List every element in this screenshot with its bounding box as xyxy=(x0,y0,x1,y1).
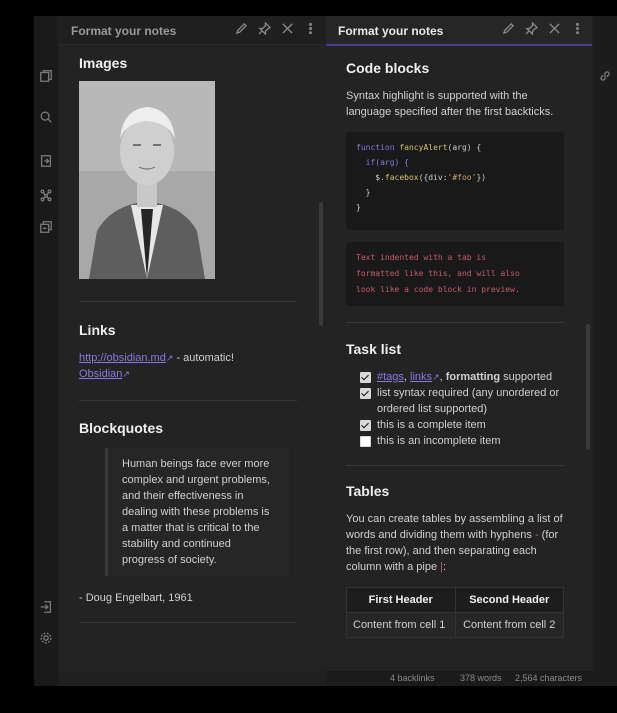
table-cell: Content from cell 1 xyxy=(347,613,456,638)
task-item xyxy=(360,369,564,385)
left-tab-header xyxy=(59,16,325,45)
task-item xyxy=(360,417,564,433)
external-link-icon: ↗ xyxy=(432,372,440,382)
word-count: 378 words xyxy=(460,673,502,683)
code-blocks-description: Syntax highlight is supported with the language specified after the first backticks. xyxy=(346,90,554,118)
description-text: : xyxy=(443,561,447,573)
task-text: list syntax required (any unordered or ordered list supported) xyxy=(377,387,560,415)
description-text: (for the first row), and then separating each column with a pipe xyxy=(346,529,559,573)
checkbox[interactable] xyxy=(360,436,371,447)
task-text: , xyxy=(439,371,446,383)
images-heading: Images xyxy=(79,55,128,71)
blockquote xyxy=(105,448,289,576)
left-tab-title[interactable]: Format your notes xyxy=(71,24,177,38)
task-list-heading: Task list xyxy=(346,341,401,357)
task-item xyxy=(360,385,564,417)
templates-icon[interactable] xyxy=(38,219,54,235)
more-options-icon[interactable] xyxy=(304,22,317,35)
table-cell: Content from cell 2 xyxy=(455,613,564,638)
code-text: ({div: xyxy=(418,173,448,182)
code-text: }) xyxy=(476,173,487,182)
right-note-content xyxy=(326,44,584,671)
edit-icon[interactable] xyxy=(235,22,248,35)
tables-description xyxy=(346,511,564,575)
task-list xyxy=(346,369,564,449)
links-heading: Links xyxy=(79,322,116,338)
tables-heading: Tables xyxy=(346,483,390,499)
import-icon[interactable] xyxy=(38,153,54,169)
indented-code-block: Text indented with a tab is formatted like this, and will also look like a code block in preview. xyxy=(346,242,564,306)
code-text: (arg) { xyxy=(447,143,482,152)
right-pane xyxy=(326,16,592,671)
task-item xyxy=(360,433,564,449)
blockquotes-heading: Blockquotes xyxy=(79,420,164,436)
tag-link[interactable]: #tags xyxy=(377,371,404,383)
quote-attribution: - Doug Engelbart, 1961 xyxy=(79,592,193,604)
description-text: You can create tables by assembling a list of words and dividing them with hyphens xyxy=(346,513,563,541)
table-header-row xyxy=(347,588,564,613)
more-options-icon[interactable] xyxy=(571,22,584,35)
task-text: this is an incomplete item xyxy=(377,435,501,447)
left-ribbon xyxy=(34,16,58,686)
status-bar xyxy=(326,671,617,686)
graph-icon[interactable] xyxy=(38,187,54,203)
checkbox[interactable] xyxy=(360,420,371,431)
right-ribbon xyxy=(593,16,617,686)
markdown-table xyxy=(346,587,564,638)
left-scrollbar[interactable] xyxy=(319,202,323,326)
link-obsidian-md[interactable]: http://obsidian.md xyxy=(79,352,166,364)
portrait-image xyxy=(79,81,215,279)
code-function-name: facebox xyxy=(384,173,419,182)
character-count: 2,564 characters xyxy=(515,673,583,683)
inline-code: - xyxy=(534,529,539,541)
link-obsidian[interactable]: Obsidian xyxy=(79,368,123,380)
left-pane xyxy=(59,16,325,671)
close-icon[interactable] xyxy=(548,22,561,35)
task-text: , xyxy=(403,371,411,383)
table-header: Second Header xyxy=(455,588,564,613)
backlinks-count[interactable]: 4 backlinks xyxy=(390,673,435,683)
inline-code: | xyxy=(440,561,444,573)
close-icon[interactable] xyxy=(281,22,294,35)
table-row xyxy=(347,613,564,638)
code-function-name: fancyAlert xyxy=(399,143,448,152)
code-text: } xyxy=(356,188,371,197)
links-paragraph xyxy=(79,350,297,382)
left-note-content xyxy=(59,44,317,671)
code-string: '#foo' xyxy=(447,173,477,182)
checkbox[interactable] xyxy=(360,388,371,399)
table-header: First Header xyxy=(347,588,456,613)
external-link-icon: ↗ xyxy=(165,353,174,363)
pin-icon[interactable] xyxy=(258,22,271,35)
link-icon[interactable] xyxy=(597,68,613,84)
links-link[interactable]: links xyxy=(410,371,433,383)
open-vault-icon[interactable] xyxy=(38,599,54,615)
right-tab-header xyxy=(326,16,592,46)
search-icon[interactable] xyxy=(38,109,54,125)
external-link-icon: ↗ xyxy=(122,369,130,379)
quote-text: Human beings face ever more complex and urgent problems, and their effectiveness in dealing with these problems is a matter that is critical to the stability and continued progress of society. xyxy=(122,458,270,566)
edit-icon[interactable] xyxy=(502,22,515,35)
code-text: $. xyxy=(356,173,385,182)
link-suffix: - automatic! xyxy=(173,352,234,364)
task-bold-text: formatting xyxy=(445,371,501,383)
file-explorer-icon[interactable] xyxy=(38,68,54,84)
pin-icon[interactable] xyxy=(525,22,538,35)
app-window xyxy=(34,16,617,686)
code-keyword: function xyxy=(356,143,395,152)
right-tab-title[interactable]: Format your notes xyxy=(338,24,444,38)
code-text: if(arg) { xyxy=(356,158,409,167)
checkbox[interactable] xyxy=(360,372,371,383)
right-scrollbar[interactable] xyxy=(586,324,590,450)
code-text: } xyxy=(356,203,361,212)
task-text: this is a complete item xyxy=(377,419,486,431)
code-block xyxy=(346,132,564,230)
settings-icon[interactable] xyxy=(38,630,54,646)
task-text: supported xyxy=(500,371,553,383)
code-blocks-heading: Code blocks xyxy=(346,60,430,76)
